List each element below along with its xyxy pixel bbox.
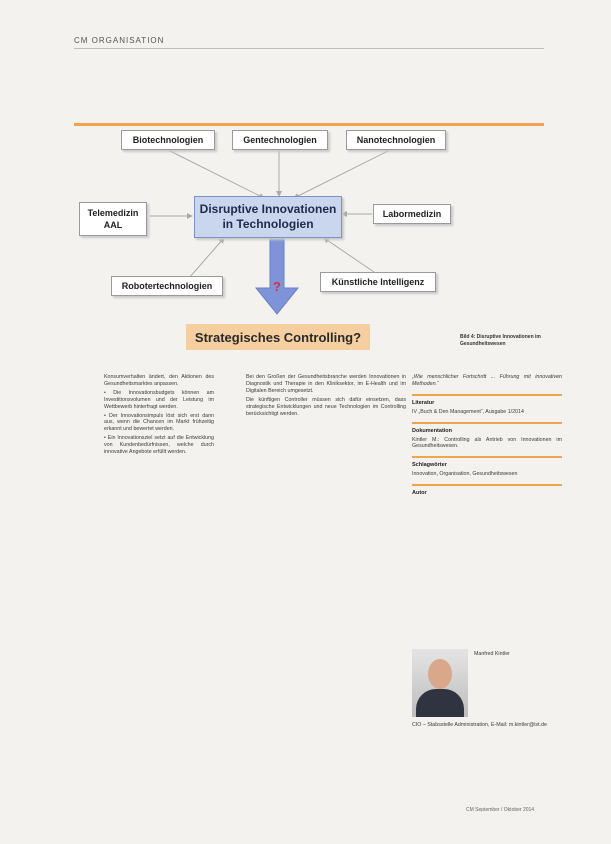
- center-line2: in Technologien: [222, 217, 314, 231]
- sidebar-quote: „Wie menschlicher Fortschritt ... Führung mit innovativen Methoden.“: [412, 374, 562, 387]
- header-rule: [74, 48, 544, 49]
- down-arrow: [256, 238, 298, 314]
- innovation-diagram: [74, 116, 544, 366]
- node-ki: Künstliche Intelligenz: [320, 272, 436, 292]
- node-gentech: Gentechnologien: [232, 130, 328, 150]
- node-biotech: Biotechnologien: [121, 130, 215, 150]
- running-header: CM ORGANISATION: [74, 36, 165, 45]
- sidebar-rule: [412, 394, 562, 396]
- connector-line: [324, 238, 374, 272]
- figure-caption: Bild 4: Disruptive Innovationen im Gesundheitswesen: [460, 334, 541, 347]
- author-info: CIO – Stabsstelle Administration, E-Mail: m.kintler@ist.de: [412, 722, 547, 728]
- sidebar-rule: [412, 456, 562, 458]
- col2-para: Bei den Großen der Gesundheitsbranche werden Innovationen in Diagnostik und Therapie in den Kliniksektor, im E-Health und im Digitalen Bereich umgesetzt.: [246, 374, 406, 394]
- node-center: [194, 196, 342, 238]
- col1-para: • Der Innovationsimpuls löst sich erst dann aus, wenn die Chancen im Markt frühzeitig erkannt und bewertet werden.: [104, 412, 214, 433]
- literature-heading: Literatur: [412, 399, 435, 406]
- author-heading: Autor: [412, 490, 427, 497]
- goal-box: Strategisches Controlling?: [186, 324, 370, 350]
- keywords-heading: Schlagwörter: [412, 462, 447, 469]
- page-footer: CM September / Oktober 2014: [466, 807, 535, 813]
- doc-text: Kintler M.: Controlling als Antrieb von Innovationen im Gesundheitswesen.: [412, 436, 562, 450]
- node-nanotech: Nanotechnologien: [346, 130, 446, 150]
- literature-text: IV „Buch & Den Management“, Ausgabe 1/2014: [412, 408, 524, 415]
- connector-line: [294, 148, 394, 198]
- keywords-text: Innovation, Organisation, Gesundheitswesen: [412, 471, 518, 478]
- node-telemedizin-line2: AAL: [103, 220, 123, 230]
- author-name: Manfred Kintler: [474, 651, 510, 657]
- node-labormedizin: Labormedizin: [373, 204, 451, 224]
- col1-para: • Die Innovationsbudgets können am Investitionsvolumen und der Leistung im Wettbewerb hinterfragt werden.: [104, 389, 214, 410]
- question-mark: ?: [273, 279, 281, 294]
- column-2: [246, 374, 406, 419]
- center-line1: Disruptive Innovationen: [199, 202, 337, 216]
- doc-heading: Dokumentation: [412, 427, 453, 434]
- col1-para: Konsumverhalten ändert, den Aktionen des Gesundheitsmarktes anpassen.: [104, 374, 214, 387]
- connector-line: [164, 148, 264, 198]
- author-photo: [412, 649, 468, 717]
- connector-line: [189, 238, 224, 278]
- sidebar: [412, 374, 562, 499]
- column-1: [104, 374, 214, 458]
- col1-para: • Ein Innovationsziel setzt auf die Entwicklung von Kundenbedürfnissen, welche durch innovative Angebote erfüllt werden.: [104, 435, 214, 456]
- node-robotertech: Robotertechnologien: [111, 276, 223, 296]
- sidebar-rule: [412, 422, 562, 424]
- node-telemedizin-line1: Telemedizin: [87, 208, 139, 218]
- sidebar-rule: [412, 484, 562, 486]
- node-telemedizin: [79, 202, 147, 236]
- col2-para: Die künftigen Controller müssen sich dafür einsetzen, dass strategische Entwicklungen und neue Technologien im Controlling berücksichtigt werden.: [246, 396, 406, 417]
